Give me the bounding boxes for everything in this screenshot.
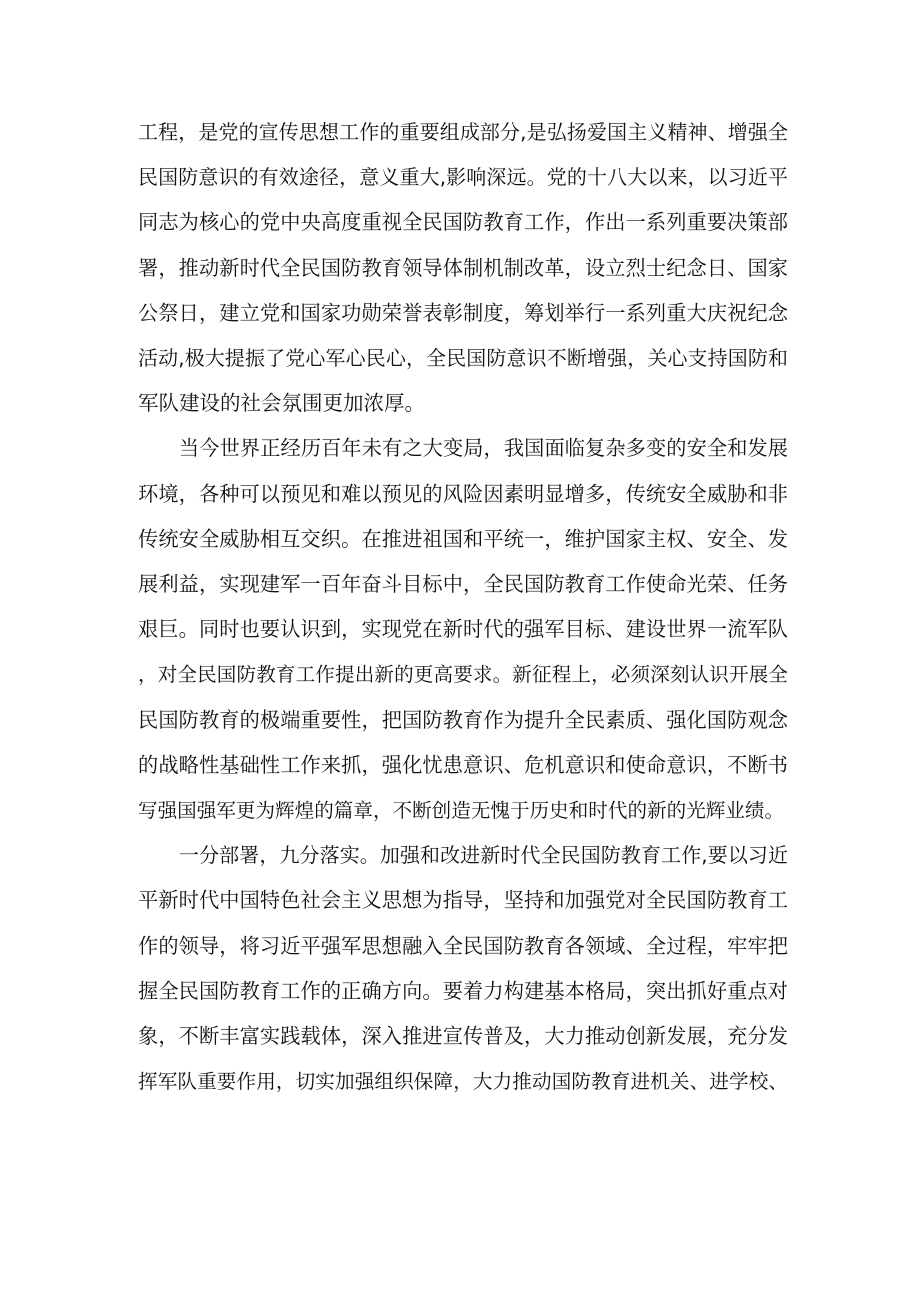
paragraph-1 bbox=[138, 110, 788, 426]
text-line: 的战略性基础性工作来抓，强化忧患意识、危机意识和使命意识，不断书 bbox=[138, 752, 788, 777]
paragraph-2 bbox=[138, 426, 788, 833]
text-line: 公祭日，建立党和国家功勋荣誉表彰制度，筹划举行一系列重大庆祝纪念 bbox=[138, 300, 788, 325]
text-line: 民国防教育的极端重要性，把国防教育作为提升全民素质、强化国防观念 bbox=[138, 707, 788, 732]
document-body bbox=[138, 110, 788, 1104]
text-line: 一分部署，九分落实。加强和改进新时代全民国防教育工作,要以习近 bbox=[179, 843, 788, 868]
paragraph-3 bbox=[138, 833, 788, 1104]
text-line: 同志为核心的党中央高度重视全民国防教育工作，作出一系列重要决策部 bbox=[138, 210, 788, 235]
text-line: 握全民国防教育工作的正确方向。要着力构建基本格局，突出抓好重点对 bbox=[138, 978, 788, 1003]
text-line: 署，推动新时代全民国防教育领导体制机制改革，设立烈士纪念日、国家 bbox=[138, 255, 788, 280]
text-line: 展利益，实现建军一百年奋斗目标中，全民国防教育工作使命光荣、任务 bbox=[138, 572, 788, 597]
text-line: 作的领导，将习近平强军思想融入全民国防教育各领域、全过程，牢牢把 bbox=[138, 933, 788, 958]
text-line: 艰巨。同时也要认识到，实现党在新时代的强军目标、建设世界一流军队 bbox=[138, 617, 788, 642]
text-line: 工程，是党的宣传思想工作的重要组成部分,是弘扬爱国主义精神、增强全 bbox=[138, 120, 788, 144]
text-line: 军队建设的社会氛围更加浓厚。 bbox=[138, 391, 425, 416]
text-line: 当今世界正经历百年未有之大变局，我国面临复杂多变的安全和发展 bbox=[179, 436, 788, 461]
text-line: 传统安全威胁相互交织。在推进祖国和平统一，维护国家主权、安全、发 bbox=[138, 526, 788, 551]
text-line: ，对全民国防教育工作提出新的更高要求。新征程上，必须深刻认识开展全 bbox=[138, 663, 788, 687]
text-line: 活动,极大提振了党心军心民心，全民国防意识不断增强，关心支持国防和 bbox=[138, 346, 788, 371]
text-line: 挥军队重要作用，切实加强组织保障，大力推动国防教育进机关、进学校、 bbox=[138, 1070, 788, 1094]
text-line: 写强国强军更为辉煌的篇章，不断创造无愧于历史和时代的新的光辉业绩。 bbox=[138, 799, 785, 823]
text-line: 环境，各种可以预见和难以预见的风险因素明显增多，传统安全威胁和非 bbox=[138, 481, 788, 506]
text-line: 象，不断丰富实践载体，深入推进宣传普及，大力推动创新发展，充分发 bbox=[138, 1024, 788, 1049]
text-line: 平新时代中国特色社会主义思想为指导，坚持和加强党对全民国防教育工 bbox=[138, 888, 788, 913]
text-line: 民国防意识的有效途径，意义重大,影响深远。党的十八大以来，以习近平 bbox=[138, 165, 788, 190]
